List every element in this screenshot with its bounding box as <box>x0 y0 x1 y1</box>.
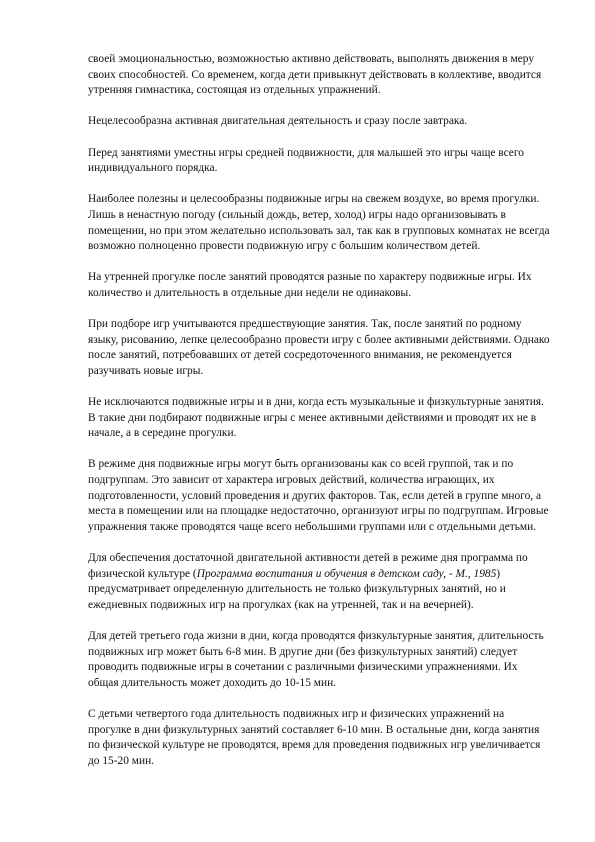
paragraph <box>88 52 550 99</box>
paragraph <box>88 395 550 442</box>
text-run: На утренней прогулке после занятий проводятся разные по характеру подвижные игры. Их количество и длительность в отдельные дни недели не одинаковы. <box>88 271 532 299</box>
paragraph <box>88 707 550 769</box>
text-run: ) предусматривает определенную длительность не только физкультурных занятий, но и ежедневных подвижных игр на прогулках (как на утренней, так и на вечерней). <box>88 567 506 611</box>
italic-citation: Программа воспитания и обучения в детском саду, - М., 1985 <box>196 567 497 580</box>
paragraph <box>88 457 550 535</box>
paragraph <box>88 551 550 613</box>
text-run: Перед занятиями уместны игры средней подвижности, для малышей это игры чаще всего индивидуального порядка. <box>88 146 524 175</box>
document-page <box>88 52 550 785</box>
paragraph <box>88 192 550 254</box>
paragraph <box>88 629 550 691</box>
paragraph <box>88 114 550 130</box>
paragraph <box>88 146 550 177</box>
paragraph <box>88 317 550 379</box>
text-run: С детьми четвертого года длительность подвижных игр и физических упражнений на прогулке в дни физкультурных занятий составляет 6-10 мин. В остальные дни, когда занятия по физической культуре не проводятся, время для проведения подвижных игр увеличивается до 15-20 мин. <box>88 707 541 767</box>
text-run: Для обеспечения достаточной двигательной активности детей в режиме дня программа по физической культуре ( <box>88 552 528 580</box>
text-run: В режиме дня подвижные игры могут быть организованы как со всей группой, так и по подгруппам. Это зависит от характера игровых действий, количества играющих, их подготовленности, условий проведения и других факторов. Так, если детей в группе много, а места в помещении или на площадке недостаточно, организуют игры по подгруппам. Игровые упражнения также проводятся чаще всего небольшими группами или с отдельными детьми. <box>88 458 549 533</box>
text-run: Нецелесообразна активная двигательная деятельность и сразу после завтрака. <box>88 115 468 128</box>
text-run: Не исключаются подвижные игры и в дни, когда есть музыкальные и физкультурные занятия. В такие дни подбирают подвижные игры с менее активными действиями и проводят их не в начале, а в середине прогулки. <box>88 396 544 440</box>
text-run: Наиболее полезны и целесообразны подвижные игры на свежем воздухе, во время прогулки. Лишь в ненастную погоду (сильный дождь, ветер, холод) игры надо организовывать в помещении, но при этом желательно использовать зал, так как в групповых комнатах не всегда возможно полноценно провести подвижную игру с большим количеством детей. <box>88 193 550 253</box>
text-run: Для детей третьего года жизни в дни, когда проводятся физкультурные занятия, длительность подвижных игр может быть 6-8 мин. В другие дни (без физкультурных занятий) следует проводить подвижные игры в сочетании с различными физическими упражнениями. Их общая длительность может доходить до 10-15 мин. <box>88 629 544 689</box>
text-run: своей эмоциональностью, возможностью активно действовать, выполнять движения в меру своих способностей. Со временем, когда дети привыкнут действовать в коллективе, вводится утренняя гимнастика, состоящая из отдельных упражнений. <box>88 53 542 97</box>
text-run: При подборе игр учитываются предшествующие занятия. Так, после занятий по родному языку, рисованию, лепке целесообразно провести игру с более активными действиями. Однако после занятий, потребовавших от детей сосредоточенного внимания, не рекомендуется разучивать новые игры. <box>88 318 550 377</box>
paragraph <box>88 270 550 301</box>
